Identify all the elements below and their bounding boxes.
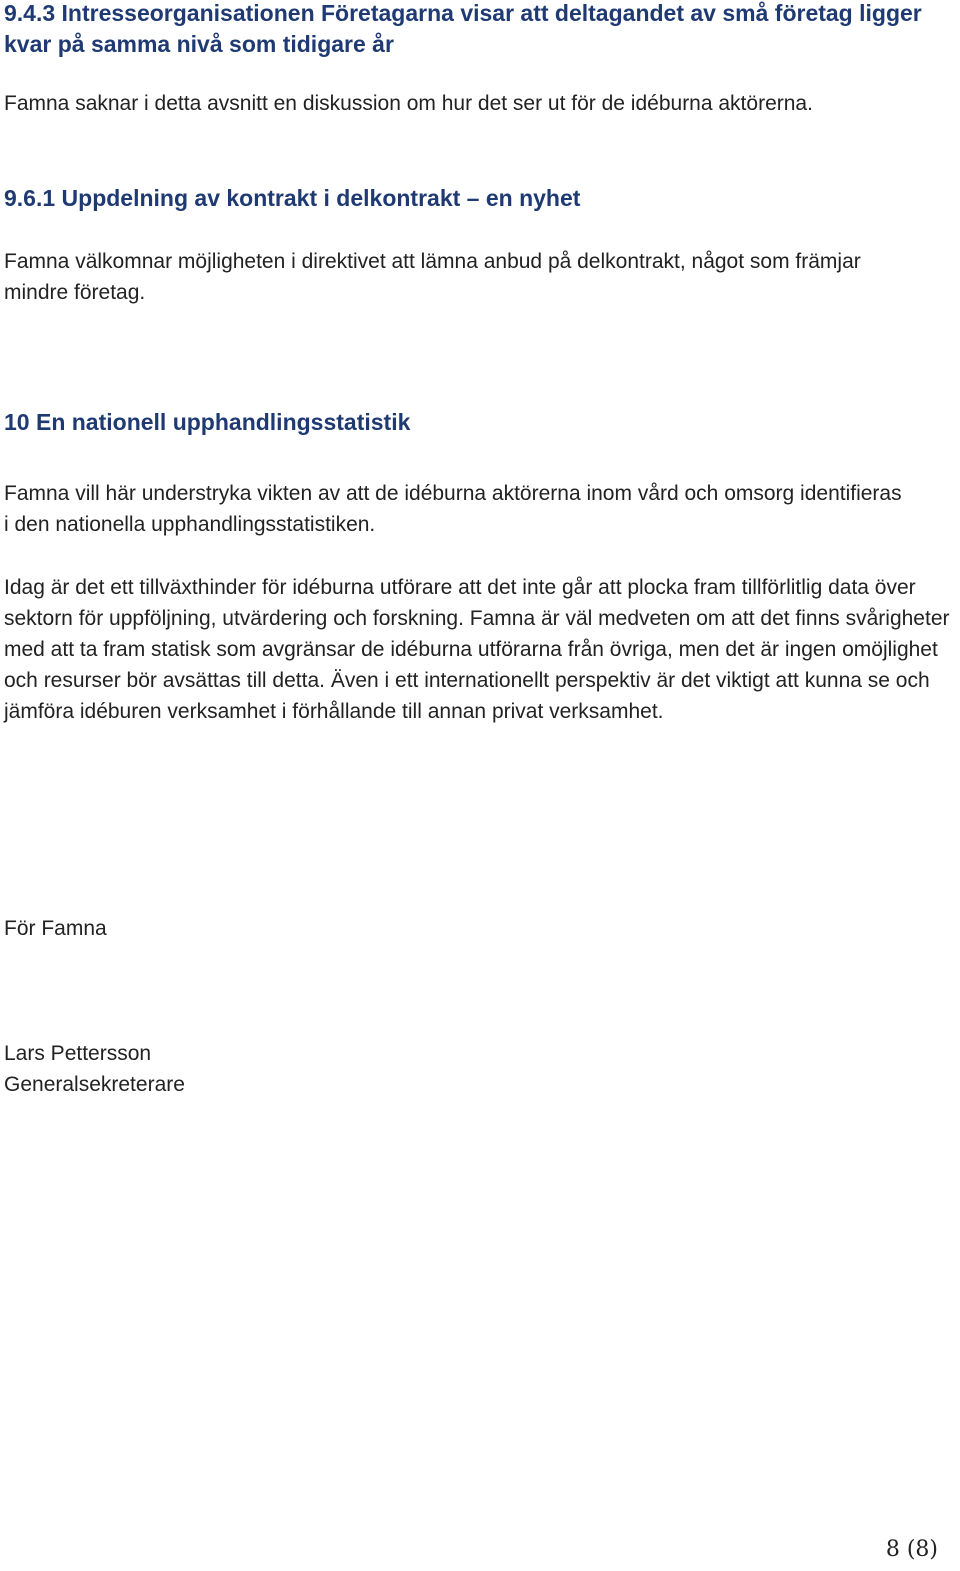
section-heading-10: 10 En nationell upphandlingsstatistik [4, 409, 411, 435]
signature-name: Lars Pettersson [4, 1042, 152, 1065]
section-paragraph-10-first: Famna vill här understryka vikten av att de idéburna aktörerna inom vård och omsorg identifieras i den nationella upphandlingsstatistiken. [4, 482, 902, 536]
section-heading-9-6-1: 9.6.1 Uppdelning av kontrakt i delkontrakt – en nyhet [4, 185, 581, 211]
section-paragraph-9-4-3: Famna saknar i detta avsnitt en diskussion om hur det ser ut för de idéburna aktörerna. [4, 92, 813, 115]
section-paragraph-9-6-1: Famna välkomnar möjligheten i direktivet att lämna anbud på delkontrakt, något som främjar mindre företag. [4, 250, 861, 304]
signature-title: Generalsekreterare [4, 1073, 185, 1096]
section-heading-9-4-3: 9.4.3 Intresseorganisationen Företagarna visar att deltagandet av små företag ligger kvar på samma nivå som tidigare år [4, 0, 922, 57]
section-paragraph-10-second: Idag är det ett tillväxthinder för idéburna utförare att det inte går att plocka fram tillförlitlig data över sektorn för uppföljning, utvärdering och forskning. Famna är väl medveten om att det finns svårigheter med att ta fram statisk som avgränsar de idéburna utförarna från övriga, men det är ingen omöjlighet och resurser bör avsättas till detta. Även i ett internationellt perspektiv är det viktigt att kunna se och jämföra idéburen verksamhet i förhållande till annan privat verksamhet. [4, 576, 950, 723]
page-number: 8 (8) [885, 1537, 938, 1562]
signature-on-behalf: För Famna [4, 917, 107, 940]
